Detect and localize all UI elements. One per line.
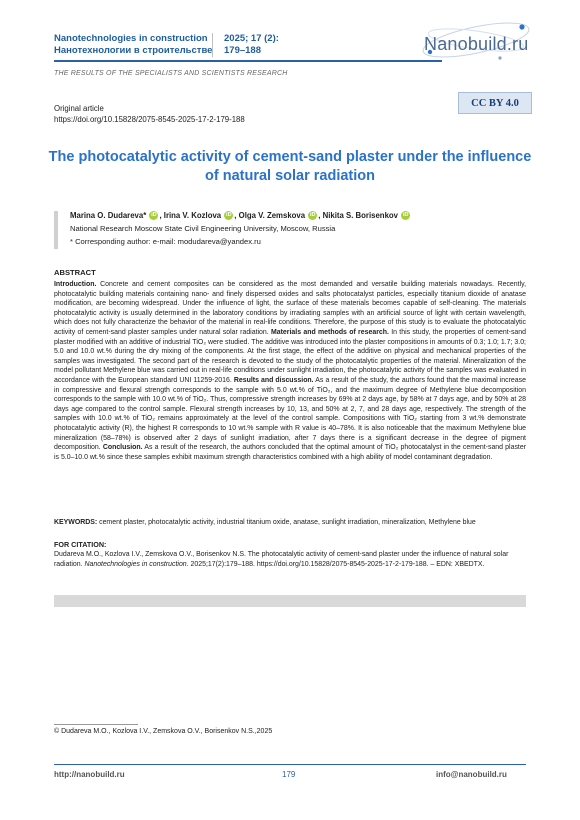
journal-pages: 179–188 [224,45,261,56]
keywords-label: KEYWORDS: [54,519,98,526]
footnote-rule [54,724,138,725]
abstract-text [54,280,526,462]
conclusion-label: Conclusion. [100,444,143,452]
affiliation: National Research Moscow State Civil Engineering University, Moscow, Russia [70,224,336,233]
citation-part: 2025;17(2):179–188. https://doi.org/10.15828/2075-8545-2025-17-2-179-188. – EDN: XBEDTX. [188,560,485,568]
authors-bar [54,211,58,249]
corresponding-author: * Corresponding author: e-mail: modudareva@yandex.ru [70,237,261,246]
author-name: Marina O. Dudareva* [70,211,147,220]
footer-email-link[interactable]: info@nanobuild.ru [436,770,507,779]
footer-url-link[interactable]: http://nanobuild.ru [54,770,125,779]
journal-name-en: Nanotechnologies in construction [54,33,208,44]
citation-journal: Nanotechnologies in construction. [84,560,189,568]
methods-text: In this study, the properties of cement-sand plaster modified with an additive of industrial TiO₂ were studied. The additive was introduced into the plaster compositions in amounts of 0.3; 1.0; 1.7; 3.0; 5.0 and 10.0 wt.% during the dry mixing of the components. At the first stage, the effect of the additive on physical and mechanical properties of the samples was investigated. The second part of the research is devoted to the study of the photocatalytic properties of the material. Mineralization of the model pollutant Methylene blue was carried out in real-life conditions under sunlight irradiation, the photocatalytic activity of the samples was evaluated in accordance with the European standard UNI 11259-2016. [54,328,526,384]
copyright: © Dudareva M.O., Kozlova I.V., Zemskova O.V., Borisenkov N.S.,2025 [54,728,273,735]
citation-part: Dudareva M.O., Kozlova I.V., Zemskova O.V., Borisenkov N.S. The photocatalytic activity of cement-sand plaster under the influence of natural solar radiation. [54,551,509,568]
author-list: Marina O. Dudareva* iD , Irina V. Kozlova iD , Olga V. Zemskova iD , Nikita S. Borisenkov iD [70,211,409,220]
results-text: As a result of the study, the authors found that the maximal increase in compressive and flexural strength corresponds to the sample with 5.0 wt.% of TiO₂, and the maximum degree of Methylene blue decomposition corresponds to the sample with 10.0 wt.% of TiO₂. Thus, compressive strength increases by 69% at 2 days age, by 58% at 7 days age, and by 50% at 28 days age compared to the control sample. Flexural strength increases by 10, 13, and 50% at 2, 7, and 28 days age, respectively. The strength of the samples with 10.0 wt.% of TiO₂ remains approximately at the level of the control sample. Compositions with TiO₂ starting from 3 wt.% demonstrate photocatalytic activity (R), the highest R corresponds to 10 wt.% sample with R value is 40–78%. It is also noticeable that the maximum Methylene blue mineralization (58–78%) is observed after 2 days of sunlight irradiation, after 7 days there is a significant decrease in the degree of pigment decomposition. [54,376,526,452]
article-type: Original article [54,104,104,113]
orcid-icon[interactable]: iD [310,212,316,219]
header-rule [54,60,442,62]
results-label: Results and discussion. [231,376,314,384]
author-name: Nikita S. Borisenkov [322,211,399,220]
intro-label: Introduction. [54,281,97,288]
author-name: Irina V. Kozlova [163,211,222,220]
citation-text [54,550,526,569]
journal-issue: 2025; 17 (2): [224,33,279,44]
footer-rule [54,764,526,765]
section-note: THE RESULTS OF THE SPECIALISTS AND SCIENTISTS RESEARCH [54,70,288,77]
keywords-text: cement plaster, photocatalytic activity, industrial titanium oxide, anatase, sunlight irradiation, mineralization, Methylene blue [97,519,476,526]
page-number: 179 [282,770,296,779]
article-doi-link[interactable]: https://doi.org/10.15828/2075-8545-2025-17-2-179-188 [54,115,245,124]
journal-name-ru: Нанотехнологии в строительстве [54,45,213,56]
intro-text: Concrete and cement composites can be considered as the most demanded and versatile building materials nowadays. Recently, photocatalytic building materials containing nano- and finely dispersed oxides and salts photocatalyst particles, especially titanium dioxide of anatase modification, are becoming widespread. Under the influence of light, the surface of these materials becomes capable of self-cleaning. The materials photocatalytic activity is usually determined in the laboratory conditions by irradiating samples with an artificial source of light with certain wavelength, which does not fully characterize the behavior of the material in real-life conditions. Therefore, the purpose of this study is to evaluate the photocatalytic activity of cement-sand plaster samples under natural solar radiation. [54,281,526,336]
license-badge[interactable]: CC BY 4.0 [458,92,532,114]
conclusion-text: As a result of the research, the authors concluded that the optimal amount of TiO₂ photocatalyst in the cement-sand plaster is 5.0–10.0 wt.% since these samples exhibit maximum strength characteristics combined with a high ability of model contaminant degradation. [54,444,527,461]
nanobuild-logo[interactable] [410,18,530,66]
separator-bar [54,595,526,607]
orcid-icon[interactable]: iD [151,212,157,219]
keywords [54,518,526,528]
abstract-heading: ABSTRACT [54,268,96,277]
author-name: Olga V. Zemskova [238,211,306,220]
article-title: The photocatalytic activity of cement-sand plaster under the influence of natural solar radiation [48,149,532,184]
orcid-icon[interactable]: iD [402,212,409,219]
orcid-icon[interactable]: iD [226,212,232,219]
header-divider [212,33,213,57]
citation-heading: FOR CITATION: [54,540,107,549]
logo-text: Nanobuild.ru [424,34,529,54]
methods-label: Materials and methods of research. [268,328,389,336]
